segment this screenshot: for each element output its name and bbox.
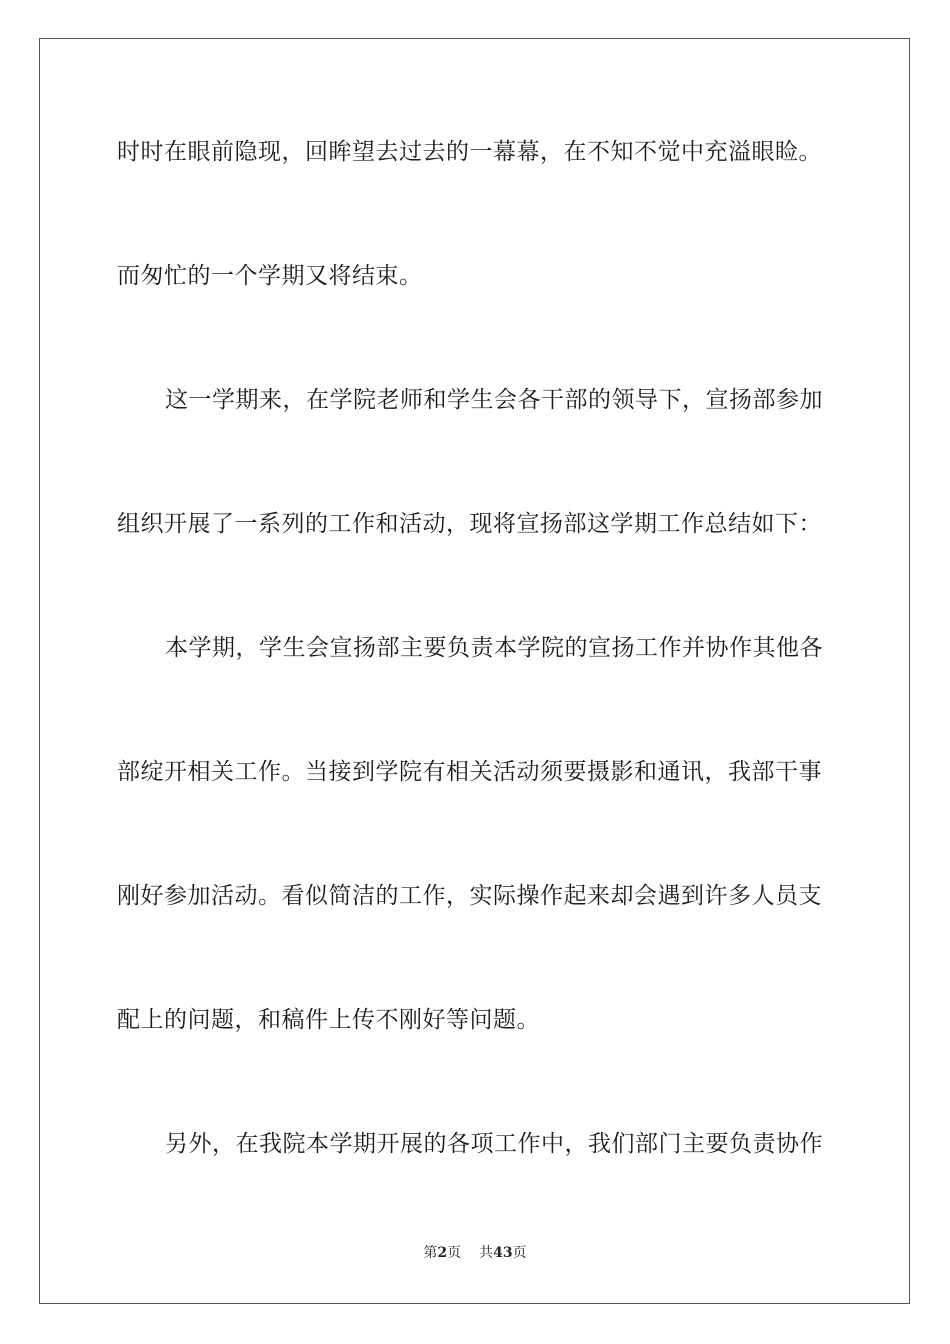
page-suffix: 页 bbox=[447, 1245, 462, 1261]
text-line-5: 本学期，学生会宣扬部主要负责本学院的宣扬工作并协作其他各 bbox=[165, 635, 823, 661]
text-line-2: 而匆忙的一个学期又将结束。 bbox=[117, 263, 423, 289]
page-footer bbox=[0, 1244, 950, 1262]
text-line-1: 时时在眼前隐现，回眸望去过去的一幕幕，在不知不觉中充溢眼睑。 bbox=[117, 139, 822, 165]
page-border bbox=[39, 38, 910, 1304]
text-line-6: 部绽开相关工作。当接到学院有相关活动须要摄影和通讯，我部干事 bbox=[117, 759, 822, 785]
text-line-4: 组织开展了一系列的工作和活动，现将宣扬部这学期工作总结如下： bbox=[117, 511, 822, 537]
page-prefix: 第 bbox=[423, 1245, 438, 1261]
page-number: 2 bbox=[437, 1245, 448, 1261]
text-line-3: 这一学期来，在学院老师和学生会各干部的领导下，宣扬部参加 bbox=[165, 387, 823, 413]
total-pages: 43 bbox=[493, 1245, 513, 1261]
total-prefix: 共 bbox=[479, 1245, 494, 1261]
text-line-8: 配上的问题，和稿件上传不刚好等问题。 bbox=[117, 1007, 540, 1033]
text-line-7: 刚好参加活动。看似简洁的工作，实际操作起来却会遇到许多人员支 bbox=[117, 883, 822, 909]
text-line-9: 另外，在我院本学期开展的各项工作中，我们部门主要负责协作 bbox=[165, 1131, 823, 1157]
total-suffix: 页 bbox=[512, 1245, 527, 1261]
